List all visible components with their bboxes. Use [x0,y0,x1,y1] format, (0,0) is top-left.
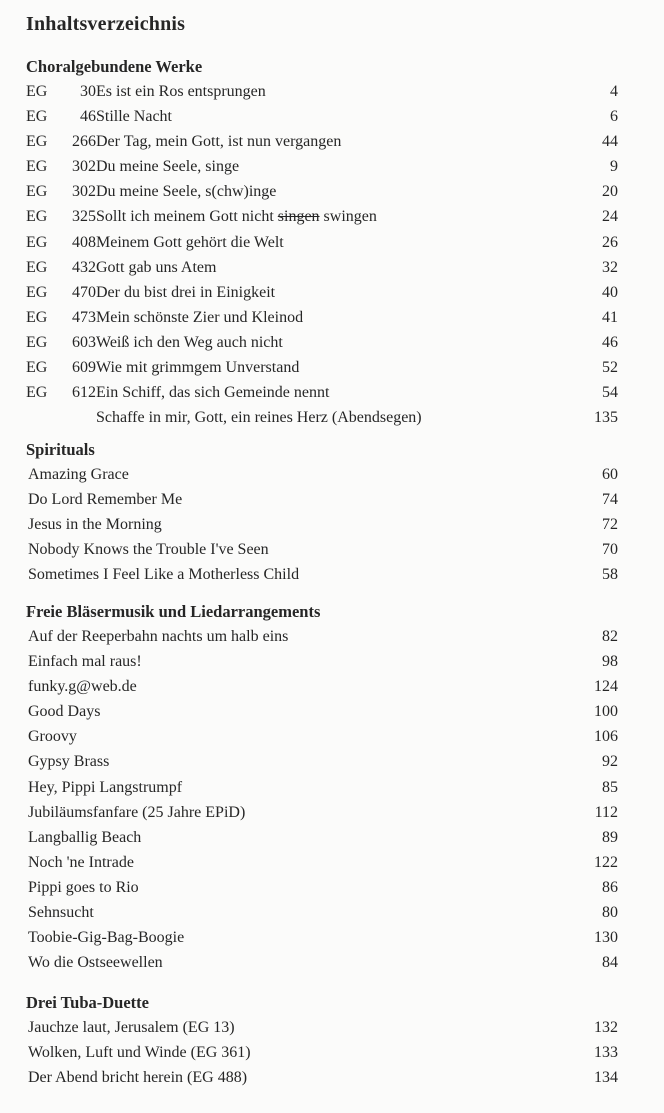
page-number: 20 [602,183,618,201]
page-number: 72 [602,516,618,534]
hymn-no: 603 [72,333,96,351]
hymn-prefix: EG [26,384,48,402]
page-number: 24 [602,208,618,226]
hymn-prefix: EG [26,108,48,126]
hymn-prefix: EG [26,83,48,100]
page-number: 6 [610,108,618,126]
hymn-prefix: EG [26,333,48,351]
entry-title: Mein schönste Zier und Kleinod [96,308,304,326]
page-number: 54 [602,384,618,402]
entry-title-part: Sollt ich meinem Gott nicht [96,208,274,226]
section-heading: Drei Tuba-Duette [26,993,149,1012]
entry-title: Weiß ich den Weg auch nicht [96,333,283,351]
page-number: 4 [610,83,618,100]
entry-title: Der Abend bricht herein (EG 488) [28,1069,248,1087]
toc-entry [26,280,618,305]
hymn-no: 612 [72,384,96,402]
entry-title: Es ist ein Ros entsprungen [96,83,266,100]
page-number: 52 [602,359,618,377]
entry-title: Sehnsucht [28,904,94,922]
entry-title: Wolken, Luft und Winde (EG 361) [28,1044,251,1062]
toc-entry [26,562,618,587]
page-number: 41 [602,308,618,326]
hymn-prefix: EG [26,308,48,326]
hymn-no: 30 [80,83,96,100]
toc-entry [26,624,618,649]
entry-title: Gott gab uns Atem [96,258,217,276]
entry-title: Jesus in the Morning [28,516,162,534]
section-drei-tuba-duette [26,991,618,1090]
entry-title: Stille Nacht [96,108,172,126]
entry-title: Do Lord Remember Me [28,491,183,509]
toc-entry [26,330,618,355]
entry-title: Schaffe in mir, Gott, ein reines Herz (Abendsegen) [96,409,422,427]
page-number: 98 [602,653,618,671]
page-number: 9 [610,158,618,176]
toc-entry [26,204,618,229]
toc-entry [26,900,618,925]
entry-title: Langballig Beach [28,828,142,846]
entry-title: Jauchze laut, Jerusalem (EG 13) [28,1019,235,1036]
toc-entry [26,925,618,950]
entry-title: Wie mit grimmgem Unverstand [96,359,300,377]
page-number: 92 [602,753,618,771]
hymn-no: 408 [72,233,96,251]
toc-entry [26,380,618,405]
hymn-prefix: EG [26,158,48,176]
entry-title: Du meine Seele, s(chw)inge [96,183,277,201]
toc-entry [26,950,618,975]
page-number: 89 [602,828,618,846]
entry-title: Ein Schiff, das sich Gemeinde nennt [96,384,330,402]
hymn-no: 470 [72,283,96,301]
page-number: 74 [602,491,618,509]
toc-entry [26,154,618,179]
toc-entry [26,825,618,850]
section-choralgebundene-werke [26,55,618,430]
section-heading: Freie Bläsermusik und Liedarrangements [26,602,321,621]
hymn-prefix: EG [26,208,48,226]
hymn-no: 302 [72,158,96,176]
toc-entry [26,405,618,430]
entry-title: Toobie-Gig-Bag-Boogie [28,929,185,947]
page-number: 112 [594,803,618,821]
hymn-no: 432 [72,258,96,276]
page-number: 40 [602,283,618,301]
page-number: 135 [594,409,618,427]
toc-entry [26,487,618,512]
entry-title: Groovy [28,728,77,746]
entry-title: Gypsy Brass [28,753,110,771]
entry-title: Auf der Reeperbahn nachts um halb eins [28,628,289,645]
page-number: 122 [594,853,618,871]
page-number: 80 [602,904,618,922]
page-number: 70 [602,541,618,559]
toc-entry [26,255,618,280]
page-number: 130 [594,929,618,947]
entry-title: Einfach mal raus! [28,653,142,671]
section-spirituals [26,438,618,587]
page-number: 100 [594,703,618,721]
toc-entry [26,850,618,875]
entry-title: Nobody Knows the Trouble I've Seen [28,541,269,559]
toc-entry [26,724,618,749]
entry-title: funky.g@web.de [28,678,137,696]
toc-entry [26,305,618,330]
toc-entry [26,649,618,674]
entry-title: Der Tag, mein Gott, ist nun vergangen [96,133,342,151]
toc-entry [26,1015,618,1040]
entry-title: Sometimes I Feel Like a Motherless Child [28,566,300,584]
toc-entry [26,1040,618,1065]
toc-entry [26,1065,618,1090]
entry-title [96,204,377,229]
hymn-no: 302 [72,183,96,201]
page-number: 44 [602,133,618,151]
toc-entry [26,512,618,537]
toc-entry [26,79,618,104]
entry-title: Du meine Seele, singe [96,158,240,176]
page-number: 32 [602,258,618,276]
toc-entry [26,537,618,562]
entry-title: Jubiläumsfanfare (25 Jahre EPiD) [28,803,246,821]
hymn-prefix: EG [26,283,48,301]
page-number: 26 [602,233,618,251]
page-number: 84 [602,954,618,972]
toc-entry [26,800,618,825]
page-number: 82 [602,628,618,645]
hymn-no: 266 [72,133,96,151]
entry-title: Pippi goes to Rio [28,878,139,896]
page-title: Inhaltsverzeichnis [26,13,186,35]
page-number: 124 [594,678,618,696]
toc-entry [26,699,618,724]
hymn-no: 325 [72,208,96,226]
entry-title: Meinem Gott gehört die Welt [96,233,284,251]
toc-entry [26,674,618,699]
toc-entry [26,749,618,774]
hymn-prefix: EG [26,183,48,201]
page-number: 86 [602,878,618,896]
hymn-prefix: EG [26,359,48,377]
struck-word: singen [277,208,320,226]
page-number: 133 [594,1044,618,1062]
toc-entry [26,129,618,154]
hymn-no: 609 [72,359,96,377]
page-number: 106 [594,728,618,746]
page-number: 85 [602,778,618,796]
entry-title-part: swingen [323,208,377,226]
section-freie-blaesermusik [26,600,618,975]
entry-title: Good Days [28,703,101,721]
entry-title: Hey, Pippi Langstrumpf [28,778,183,796]
hymn-prefix: EG [26,258,48,276]
page-number: 132 [594,1019,618,1036]
page-number: 134 [594,1069,618,1087]
page-number: 60 [602,466,618,483]
hymn-prefix: EG [26,233,48,251]
toc-entry [26,775,618,800]
hymn-no: 46 [80,108,96,126]
toc-entry [26,355,618,380]
page-number: 58 [602,566,618,584]
section-heading: Spirituals [26,440,95,459]
toc-entry [26,104,618,129]
entry-title: Noch 'ne Intrade [28,853,134,871]
hymn-no: 473 [72,308,96,326]
entry-title: Amazing Grace [28,466,129,483]
toc-entry [26,230,618,255]
entry-title: Der du bist drei in Einigkeit [96,283,276,301]
toc-entry [26,179,618,204]
section-heading: Choralgebundene Werke [26,57,203,76]
entry-title: Wo die Ostseewellen [28,954,163,972]
hymn-prefix: EG [26,133,48,151]
toc-entry [26,875,618,900]
toc-entry [26,462,618,487]
page-number: 46 [602,333,618,351]
